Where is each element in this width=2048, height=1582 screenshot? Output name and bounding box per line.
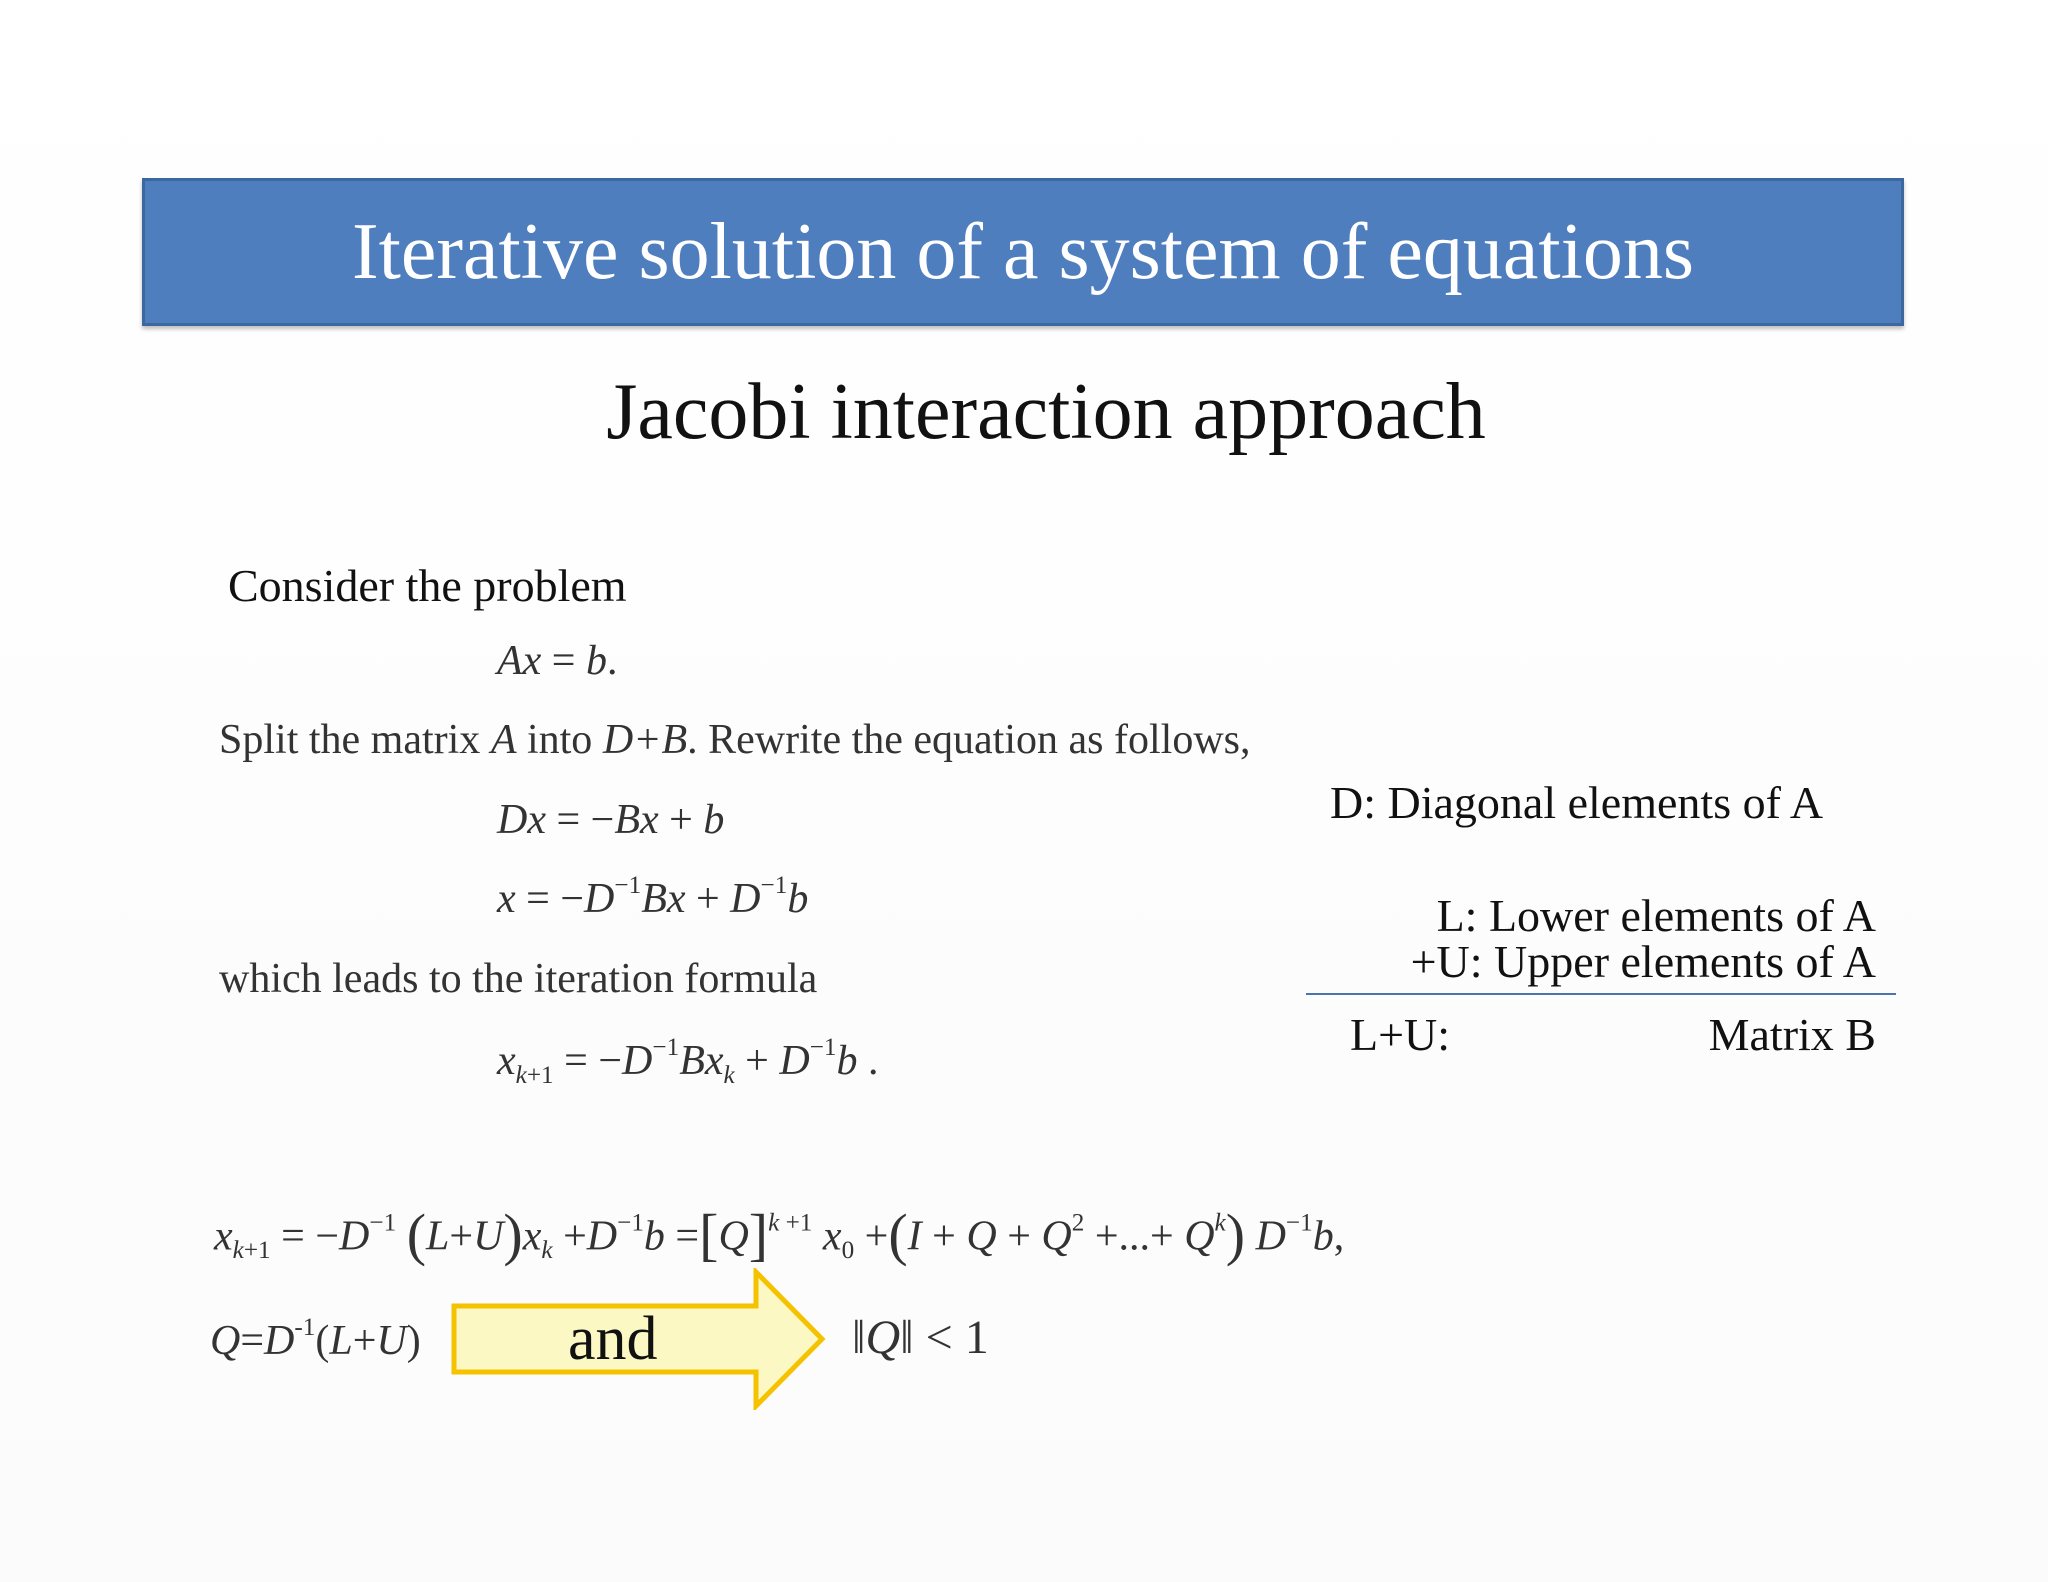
split-paragraph xyxy=(219,719,1251,761)
arrow-label: and xyxy=(568,1305,658,1373)
equation-x: $x = -D^{-1}Bx + D^{-1}b$ xyxy=(497,872,809,922)
and-arrow xyxy=(450,1268,830,1410)
note-sum-label: L+U: xyxy=(1350,1009,1451,1060)
note-sum-value: Matrix B xyxy=(1708,1009,1876,1060)
note-upper: +U: Upper elements of A xyxy=(1410,936,1876,987)
intro-text: Consider the problem xyxy=(228,560,627,611)
note-lower: L: Lower elements of A xyxy=(1436,890,1876,941)
iteration-formula: $x_{k+1} = -D^{-1}Bx_k + D^{-1}b$ . xyxy=(497,1034,879,1089)
slide-title: Iterative solution of a system of equations xyxy=(352,208,1694,296)
sum-rule xyxy=(1306,993,1896,995)
equation-ax-b: Ax = b. xyxy=(497,638,618,684)
note-diagonal: D: Diagonal elements of A xyxy=(1330,777,1824,828)
subtitle-text: Jacobi interaction approach xyxy=(606,368,1486,456)
equation-dx: Dx = −Bx + b xyxy=(497,797,725,843)
norm-condition: ‖Q‖ < 1 xyxy=(852,1311,989,1364)
expansion-formula: $x_{k+1} = -D^{-1}$ $(L+U)x_k +D^{-1}b =[Q]^{k +1}$ $x_0 +(I + Q + Q^2$ +...+ $Q^k$) $D^{-1}b$, xyxy=(214,1202,1345,1267)
split-d-plus-b: D+B xyxy=(602,717,688,763)
split-text-2: into xyxy=(526,717,593,763)
title-banner xyxy=(142,178,1904,326)
split-matrix-a: A xyxy=(490,717,517,763)
q-definition: $Q=D^{-1}(L+U)$ xyxy=(210,1314,421,1364)
slide-subtitle xyxy=(0,368,2048,456)
leads-text: which leads to the iteration formula xyxy=(219,956,818,1002)
split-text-1: Split the matrix xyxy=(219,717,481,763)
split-text-3: . Rewrite the equation as follows, xyxy=(687,717,1251,763)
